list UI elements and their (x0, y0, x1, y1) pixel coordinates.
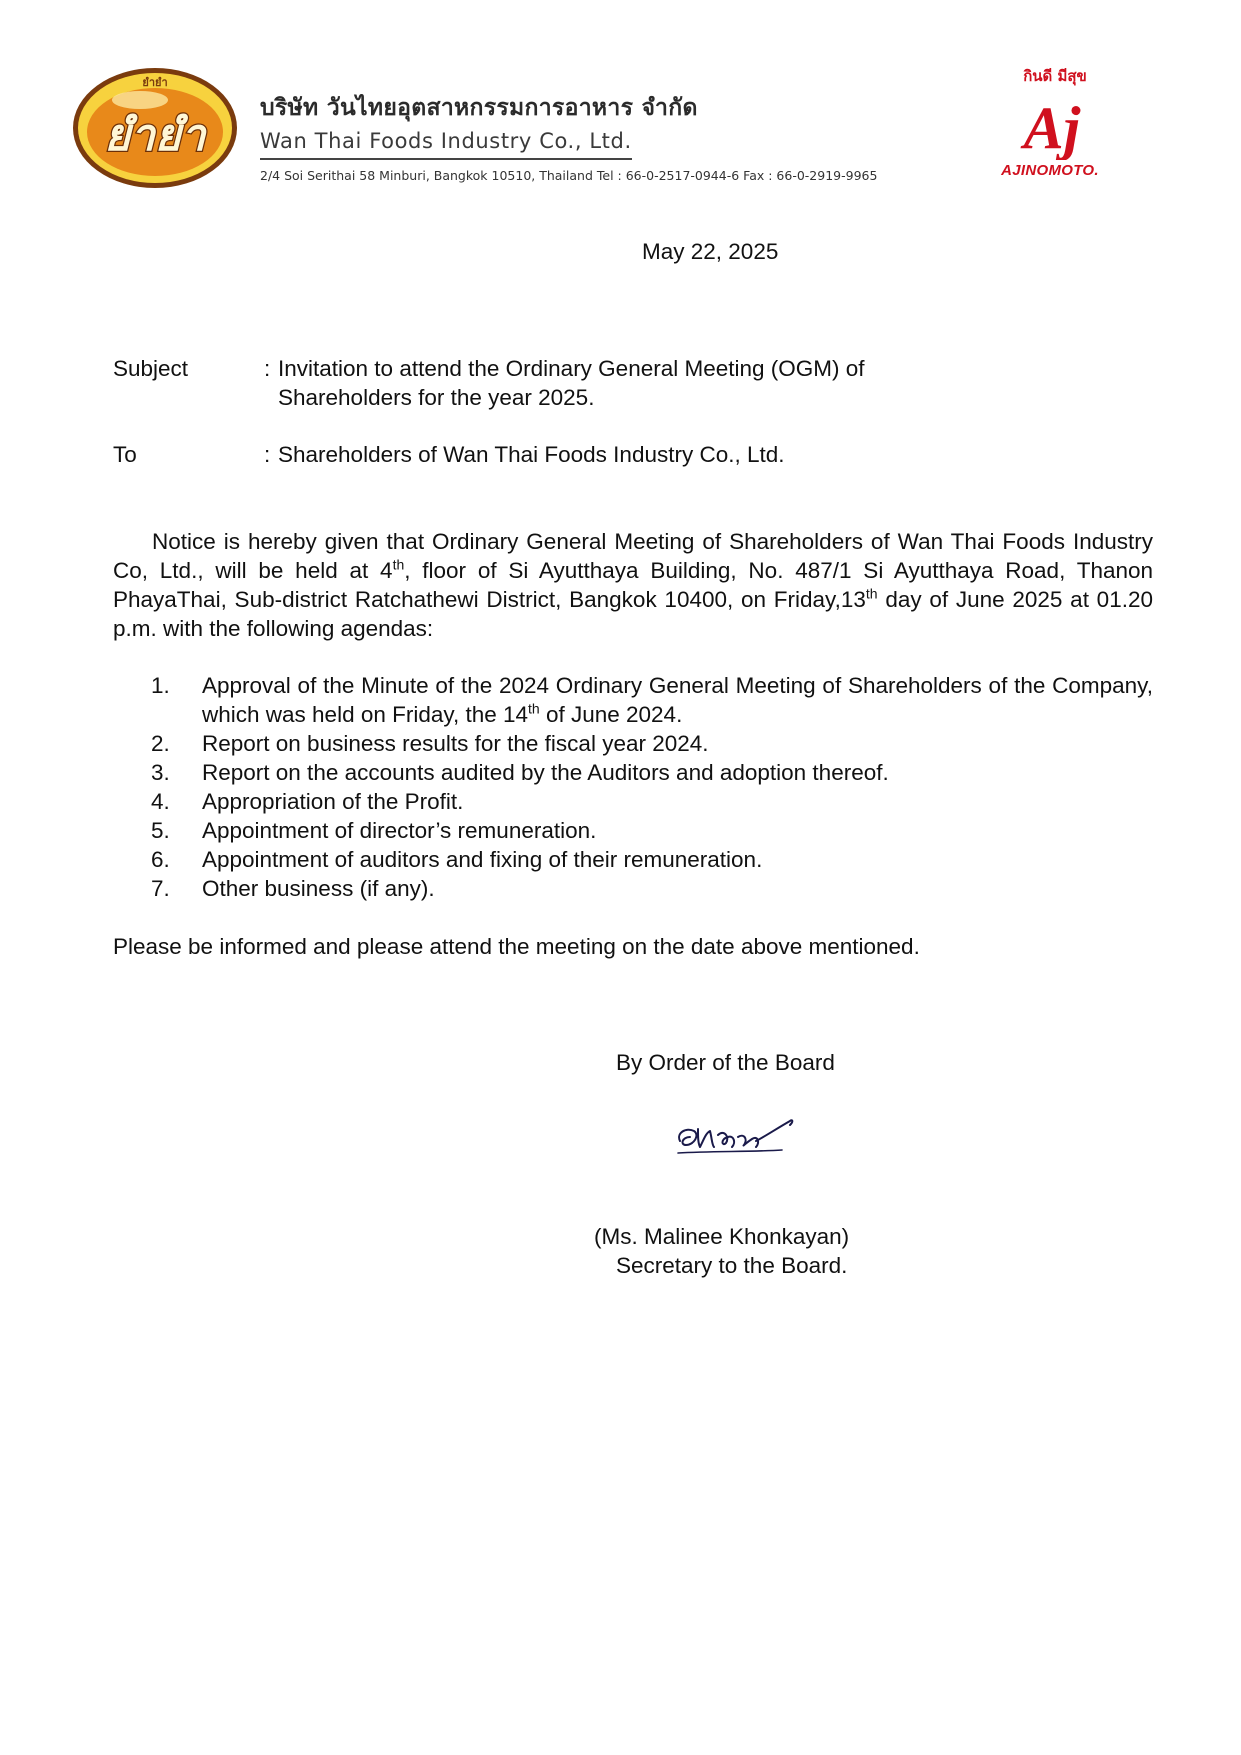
subject-label: Subject (113, 356, 189, 381)
company-address: 2/4 Soi Serithai 58 Minburi, Bangkok 10510, Thailand Tel : 66-0-2517-0944-6 Fax : 66-0-2919-9965 (260, 168, 878, 183)
subject-line-2: Shareholders for the year 2025. (278, 385, 595, 410)
subject-line-1: Invitation to attend the Ordinary General Meeting (OGM) of (278, 356, 865, 381)
agenda-text: Approval of the Minute of the 2024 Ordinary General Meeting of Shareholders of the Company, which was held on Friday, the 14 (202, 673, 1153, 727)
to-separator: : (264, 442, 271, 467)
closing-sentence: Please be informed and please attend the meeting on the date above mentioned. (113, 934, 920, 959)
signer-title: Secretary to the Board. (616, 1253, 848, 1278)
ajinomoto-logo (985, 64, 1125, 184)
notice-sup-1: th (392, 556, 405, 573)
notice-text-1: Notice is hereby given that Ordinary General Meeting of Shareholders of Wan Thai Foods Industry Co, Ltd., will be held at 4 (113, 529, 1153, 583)
agenda-text: Report on the accounts audited by the Auditors and adoption thereof. (202, 760, 889, 785)
agenda-item (113, 758, 1153, 787)
agenda-number: 2. (151, 731, 170, 756)
notice-text-3: day of June 2025 at 01.20 p.m. with the following agendas: (113, 587, 1153, 641)
agenda-item (113, 816, 1153, 845)
yumyum-logo (70, 62, 240, 192)
yumyum-small-text: ยำยำ (142, 76, 168, 89)
subject-text (278, 354, 978, 412)
agenda-number: 1. (151, 673, 170, 698)
company-name-thai: บริษัท วันไทยอุตสาหกรรมการอาหาร จำกัด (260, 95, 698, 121)
agenda-sup: th (528, 700, 540, 717)
agenda-text: Appointment of auditors and fixing of their remuneration. (202, 847, 763, 872)
agenda-text: Other business (if any). (202, 876, 435, 901)
agenda-number: 7. (151, 876, 170, 901)
to-label: To (113, 442, 137, 467)
agenda-list (113, 671, 1153, 903)
letterhead-rule (260, 158, 632, 160)
notice-sup-2: th (865, 585, 878, 602)
notice-text-2: , floor of Si Ayutthaya Building, No. 487/1 Si Ayutthaya Road, Thanon PhayaThai, Sub-district Ratchathewi District, Bangkok 10400, on Friday,13 (113, 558, 1154, 612)
agenda-text: Appropriation of the Profit. (202, 789, 464, 814)
agenda-item (113, 845, 1153, 874)
agenda-text-after: of June 2024. (539, 702, 683, 727)
ajinomoto-tagline: กินดี มีสุข (1023, 67, 1087, 85)
yumyum-logo-text: ยำยำ (104, 110, 206, 161)
agenda-text: Appointment of director’s remuneration. (202, 818, 597, 843)
agenda-item (113, 787, 1153, 816)
agenda-item (113, 874, 1153, 903)
signer-name: (Ms. Malinee Khonkayan) (594, 1224, 850, 1249)
ajinomoto-mark-text: Aj (1023, 95, 1081, 160)
agenda-number: 6. (151, 847, 170, 872)
agenda-number: 3. (151, 760, 170, 785)
to-recipient: Shareholders of Wan Thai Foods Industry Co., Ltd. (278, 442, 785, 467)
company-letterhead (260, 92, 877, 183)
agenda-item (113, 729, 1153, 758)
notice-paragraph (113, 527, 1153, 643)
subject-separator: : (264, 356, 271, 381)
sign-off: By Order of the Board (616, 1050, 835, 1075)
handwritten-signature (672, 1115, 802, 1165)
letter-date: May 22, 2025 (642, 239, 779, 264)
agenda-text: Report on business results for the fiscal year 2024. (202, 731, 709, 756)
agenda-item (113, 671, 1153, 729)
agenda-number: 4. (151, 789, 170, 814)
ajinomoto-wordmark: AJINOMOTO. (1001, 162, 1099, 179)
ajinomoto-mark-icon (997, 94, 1107, 160)
company-name-english: Wan Thai Foods Industry Co., Ltd. (260, 129, 632, 153)
agenda-number: 5. (151, 818, 170, 843)
